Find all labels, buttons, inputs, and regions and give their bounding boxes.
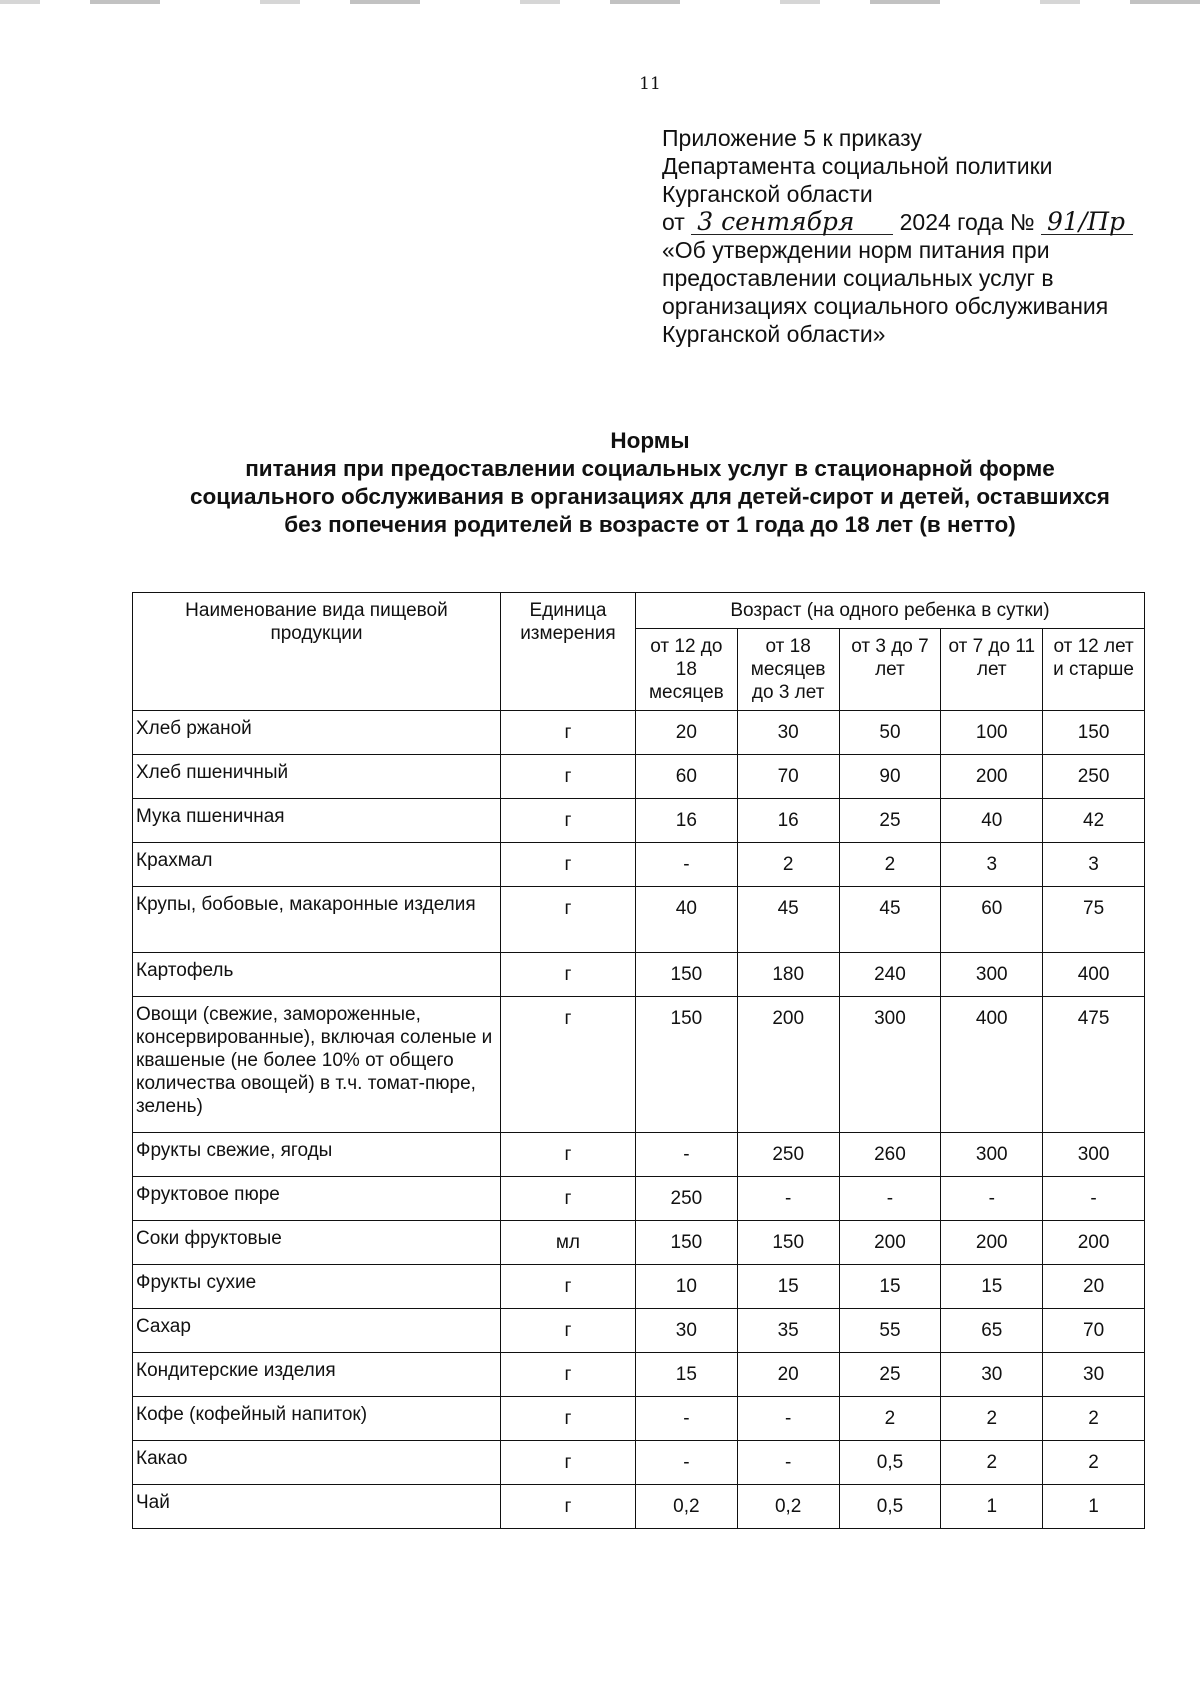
table-row bbox=[133, 953, 1145, 997]
value-cell: 25 bbox=[839, 799, 941, 843]
value-cell: 70 bbox=[737, 755, 839, 799]
value-cell: 0,2 bbox=[737, 1485, 839, 1529]
table-row bbox=[133, 1397, 1145, 1441]
value-cell: 0,5 bbox=[839, 1441, 941, 1485]
header-age-col: от 3 до 7 лет bbox=[839, 629, 941, 711]
unit-cell: г bbox=[500, 953, 635, 997]
value-cell: - bbox=[737, 1397, 839, 1441]
header-age-col: от 7 до 11 лет bbox=[941, 629, 1043, 711]
value-cell: 2 bbox=[839, 843, 941, 887]
value-cell: 200 bbox=[941, 755, 1043, 799]
value-cell: 20 bbox=[635, 711, 737, 755]
value-cell: 300 bbox=[941, 1133, 1043, 1177]
table-row bbox=[133, 1177, 1145, 1221]
product-name: Крупы, бобовые, макаронные изделия bbox=[133, 887, 501, 953]
header-age-col: от 12 до 18 месяцев bbox=[635, 629, 737, 711]
table-row bbox=[133, 1485, 1145, 1529]
appendix-line-1: Приложение 5 к приказу bbox=[662, 125, 922, 151]
value-cell: 150 bbox=[635, 997, 737, 1133]
value-cell: 3 bbox=[1043, 843, 1145, 887]
value-cell: 0,5 bbox=[839, 1485, 941, 1529]
header-age-group: Возраст (на одного ребенка в сутки) bbox=[635, 593, 1144, 629]
header-product-name: Наименование вида пищевой продукции bbox=[133, 593, 501, 711]
value-cell: - bbox=[839, 1177, 941, 1221]
date-prefix: от bbox=[662, 209, 685, 235]
product-name: Фрукты свежие, ягоды bbox=[133, 1133, 501, 1177]
unit-cell: г bbox=[500, 887, 635, 953]
value-cell: 180 bbox=[737, 953, 839, 997]
unit-cell: г bbox=[500, 1177, 635, 1221]
value-cell: 250 bbox=[1043, 755, 1145, 799]
value-cell: - bbox=[737, 1441, 839, 1485]
value-cell: 200 bbox=[941, 1221, 1043, 1265]
value-cell: 200 bbox=[737, 997, 839, 1133]
header-unit: Единица измерения bbox=[500, 593, 635, 711]
value-cell: 300 bbox=[1043, 1133, 1145, 1177]
table-row bbox=[133, 1441, 1145, 1485]
table-row bbox=[133, 843, 1145, 887]
unit-cell: мл bbox=[500, 1221, 635, 1265]
value-cell: - bbox=[737, 1177, 839, 1221]
value-cell: 42 bbox=[1043, 799, 1145, 843]
table-row bbox=[133, 997, 1145, 1133]
unit-cell: г bbox=[500, 1485, 635, 1529]
table-row bbox=[133, 1309, 1145, 1353]
handwritten-order-number: 91/Пр bbox=[1041, 210, 1133, 235]
value-cell: 100 bbox=[941, 711, 1043, 755]
product-name: Чай bbox=[133, 1485, 501, 1529]
header-age-col: от 18 месяцев до 3 лет bbox=[737, 629, 839, 711]
product-name: Фрукты сухие bbox=[133, 1265, 501, 1309]
value-cell: 1 bbox=[1043, 1485, 1145, 1529]
value-cell: 20 bbox=[1043, 1265, 1145, 1309]
year-text: 2024 года № bbox=[899, 209, 1035, 235]
value-cell: 16 bbox=[737, 799, 839, 843]
document-title bbox=[130, 427, 1170, 539]
appendix-date-line bbox=[662, 208, 1182, 236]
product-name: Соки фруктовые bbox=[133, 1221, 501, 1265]
product-name: Хлеб ржаной bbox=[133, 711, 501, 755]
unit-cell: г bbox=[500, 1397, 635, 1441]
value-cell: 475 bbox=[1043, 997, 1145, 1133]
product-name: Какао bbox=[133, 1441, 501, 1485]
value-cell: 25 bbox=[839, 1353, 941, 1397]
title-line-1: Нормы bbox=[610, 428, 690, 453]
value-cell: 2 bbox=[1043, 1441, 1145, 1485]
value-cell: 30 bbox=[635, 1309, 737, 1353]
product-name: Картофель bbox=[133, 953, 501, 997]
value-cell: 2 bbox=[941, 1441, 1043, 1485]
value-cell: 50 bbox=[839, 711, 941, 755]
scan-edge-artifact bbox=[0, 0, 1200, 4]
table-row bbox=[133, 1353, 1145, 1397]
handwritten-date: 3 сентября bbox=[691, 210, 893, 235]
unit-cell: г bbox=[500, 755, 635, 799]
value-cell: 15 bbox=[737, 1265, 839, 1309]
value-cell: 3 bbox=[941, 843, 1043, 887]
table-row bbox=[133, 755, 1145, 799]
title-line-3: социального обслуживания в организациях для детей-сирот и детей, оставшихся bbox=[190, 484, 1110, 509]
value-cell: 30 bbox=[1043, 1353, 1145, 1397]
unit-cell: г bbox=[500, 1265, 635, 1309]
value-cell: - bbox=[635, 1397, 737, 1441]
value-cell: 15 bbox=[941, 1265, 1043, 1309]
value-cell: 40 bbox=[635, 887, 737, 953]
value-cell: 300 bbox=[941, 953, 1043, 997]
value-cell: 1 bbox=[941, 1485, 1043, 1529]
value-cell: 45 bbox=[839, 887, 941, 953]
table-row bbox=[133, 799, 1145, 843]
value-cell: 70 bbox=[1043, 1309, 1145, 1353]
norms-table bbox=[132, 592, 1145, 1529]
appendix-line-3: Курганской области bbox=[662, 181, 873, 207]
appendix-line-6: предоставлении социальных услуг в bbox=[662, 265, 1054, 291]
value-cell: 65 bbox=[941, 1309, 1043, 1353]
appendix-line-7: организациях социального обслуживания bbox=[662, 293, 1109, 319]
value-cell: 400 bbox=[941, 997, 1043, 1133]
value-cell: 55 bbox=[839, 1309, 941, 1353]
value-cell: 400 bbox=[1043, 953, 1145, 997]
value-cell: 15 bbox=[635, 1353, 737, 1397]
value-cell: 60 bbox=[635, 755, 737, 799]
unit-cell: г bbox=[500, 1133, 635, 1177]
title-line-4: без попечения родителей в возрасте от 1 года до 18 лет (в нетто) bbox=[284, 512, 1016, 537]
value-cell: - bbox=[635, 843, 737, 887]
value-cell: 200 bbox=[839, 1221, 941, 1265]
value-cell: 2 bbox=[941, 1397, 1043, 1441]
value-cell: 240 bbox=[839, 953, 941, 997]
appendix-block bbox=[662, 124, 1182, 348]
unit-cell: г bbox=[500, 1353, 635, 1397]
value-cell: 30 bbox=[941, 1353, 1043, 1397]
value-cell: 200 bbox=[1043, 1221, 1145, 1265]
value-cell: 60 bbox=[941, 887, 1043, 953]
value-cell: 150 bbox=[635, 953, 737, 997]
value-cell: 150 bbox=[1043, 711, 1145, 755]
value-cell: - bbox=[635, 1133, 737, 1177]
unit-cell: г bbox=[500, 997, 635, 1133]
value-cell: 75 bbox=[1043, 887, 1145, 953]
appendix-line-8: Курганской области» bbox=[662, 321, 886, 347]
product-name: Крахмал bbox=[133, 843, 501, 887]
unit-cell: г bbox=[500, 843, 635, 887]
page-number: 11 bbox=[639, 74, 661, 94]
value-cell: 20 bbox=[737, 1353, 839, 1397]
table-row bbox=[133, 887, 1145, 953]
value-cell: 40 bbox=[941, 799, 1043, 843]
product-name: Кофе (кофейный напиток) bbox=[133, 1397, 501, 1441]
product-name: Сахар bbox=[133, 1309, 501, 1353]
value-cell: 250 bbox=[635, 1177, 737, 1221]
value-cell: 30 bbox=[737, 711, 839, 755]
value-cell: 260 bbox=[839, 1133, 941, 1177]
appendix-line-2: Департамента социальной политики bbox=[662, 153, 1053, 179]
title-line-2: питания при предоставлении социальных услуг в стационарной форме bbox=[245, 456, 1055, 481]
product-name: Хлеб пшеничный bbox=[133, 755, 501, 799]
product-name: Мука пшеничная bbox=[133, 799, 501, 843]
value-cell: 15 bbox=[839, 1265, 941, 1309]
product-name: Овощи (свежие, замороженные, консервированные), включая соленые и квашеные (не более 10% от общего количества овощей) в т.ч. томат-пюре, зелень) bbox=[133, 997, 501, 1133]
value-cell: 2 bbox=[1043, 1397, 1145, 1441]
unit-cell: г bbox=[500, 1309, 635, 1353]
unit-cell: г bbox=[500, 799, 635, 843]
value-cell: 300 bbox=[839, 997, 941, 1133]
value-cell: 10 bbox=[635, 1265, 737, 1309]
unit-cell: г bbox=[500, 711, 635, 755]
value-cell: 0,2 bbox=[635, 1485, 737, 1529]
value-cell: 35 bbox=[737, 1309, 839, 1353]
value-cell: 150 bbox=[635, 1221, 737, 1265]
value-cell: 250 bbox=[737, 1133, 839, 1177]
value-cell: - bbox=[635, 1441, 737, 1485]
table-row bbox=[133, 1133, 1145, 1177]
value-cell: 90 bbox=[839, 755, 941, 799]
value-cell: - bbox=[1043, 1177, 1145, 1221]
appendix-line-5: «Об утверждении норм питания при bbox=[662, 237, 1050, 263]
unit-cell: г bbox=[500, 1441, 635, 1485]
value-cell: 45 bbox=[737, 887, 839, 953]
table-row bbox=[133, 1265, 1145, 1309]
value-cell: 2 bbox=[737, 843, 839, 887]
table-row bbox=[133, 711, 1145, 755]
product-name: Фруктовое пюре bbox=[133, 1177, 501, 1221]
value-cell: - bbox=[941, 1177, 1043, 1221]
value-cell: 16 bbox=[635, 799, 737, 843]
value-cell: 150 bbox=[737, 1221, 839, 1265]
value-cell: 2 bbox=[839, 1397, 941, 1441]
table-row bbox=[133, 1221, 1145, 1265]
product-name: Кондитерские изделия bbox=[133, 1353, 501, 1397]
header-age-col: от 12 лет и старше bbox=[1043, 629, 1145, 711]
